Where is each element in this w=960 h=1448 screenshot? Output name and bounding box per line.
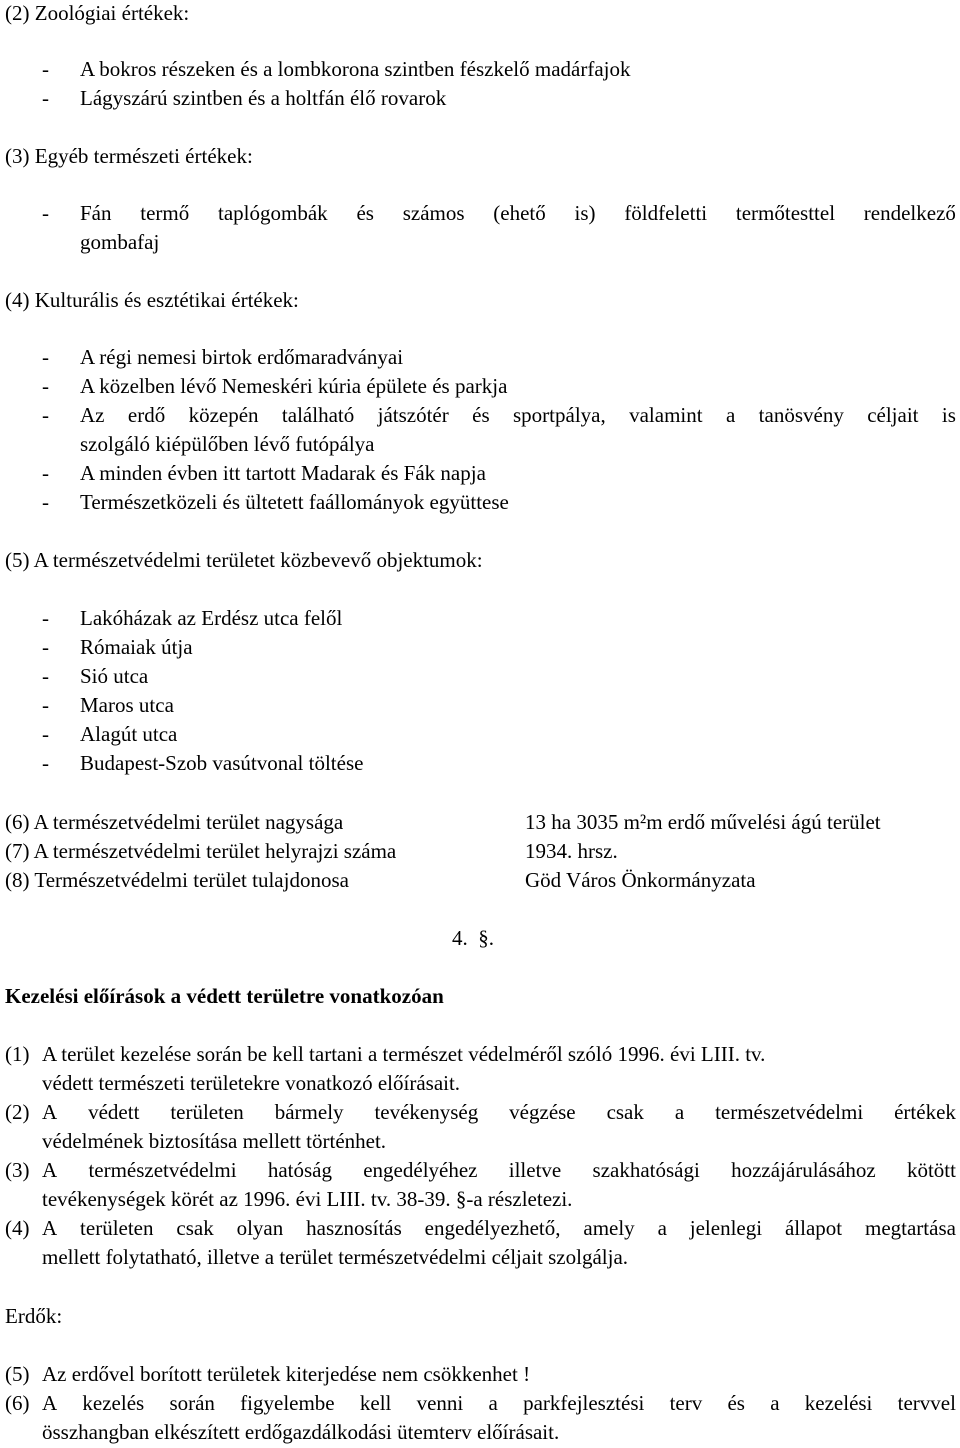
rule-text-continuation: mellett folytatható, illetve a terület természetvédelmi céljait szolgálja. bbox=[42, 1245, 629, 1269]
fact-label: (6) A természetvédelmi terület nagysága bbox=[5, 810, 344, 834]
word: A bbox=[42, 1216, 58, 1240]
rule-number: (6) bbox=[5, 1391, 30, 1415]
word: védett bbox=[88, 1100, 140, 1124]
word: tevékenység bbox=[374, 1100, 479, 1124]
section-5-heading: (5) A természetvédelmi területet közbevevő objektumok: bbox=[5, 548, 483, 572]
rule-number: (2) bbox=[5, 1100, 30, 1124]
word: A bbox=[42, 1100, 58, 1124]
word: amely bbox=[583, 1216, 635, 1240]
fact-label: (7) A természetvédelmi terület helyrajzi száma bbox=[5, 839, 397, 863]
word: értékek bbox=[894, 1100, 956, 1124]
word: A bbox=[42, 1158, 58, 1182]
fact-value: 13 ha 3035 m²m erdő művelési ágú terület bbox=[525, 810, 881, 834]
word: parkfejlesztési bbox=[523, 1391, 645, 1415]
word: engedélyéhez bbox=[363, 1158, 478, 1182]
word: számos bbox=[402, 201, 465, 225]
list-item: Természetközeli és ültetett faállományok együttese bbox=[80, 490, 509, 514]
list-item: Alagút utca bbox=[80, 722, 178, 746]
rule-text-continuation: összhangban elkészített erdőgazdálkodási ütemterv előírásait. bbox=[42, 1420, 560, 1444]
word: taplógombák bbox=[218, 201, 328, 225]
list-dash: - bbox=[42, 374, 49, 398]
rule-justified-line bbox=[42, 1100, 956, 1124]
word: a bbox=[770, 1391, 780, 1415]
word: illetve bbox=[508, 1158, 562, 1182]
rule-text-continuation: védett természeti területekre vonatkozó előírásait. bbox=[42, 1071, 461, 1095]
word: szakhatósági bbox=[592, 1158, 700, 1182]
word: A bbox=[42, 1391, 58, 1415]
fact-label: (8) Természetvédelmi terület tulajdonosa bbox=[5, 868, 349, 892]
rule-number: (3) bbox=[5, 1158, 30, 1182]
word: figyelembe bbox=[240, 1391, 335, 1415]
list-dash: - bbox=[42, 490, 49, 514]
word: bármely bbox=[274, 1100, 344, 1124]
fact-value: Göd Város Önkormányzata bbox=[525, 868, 756, 892]
rule-text: Az erdővel borított területek kiterjedése nem csökkenhet ! bbox=[42, 1362, 531, 1386]
list-dash: - bbox=[42, 635, 49, 659]
word: termő bbox=[140, 201, 190, 225]
word: is) bbox=[574, 201, 596, 225]
word: található bbox=[281, 403, 355, 427]
rule-text-continuation: védelmének biztosítása mellett történhet. bbox=[42, 1129, 387, 1153]
rule-number: (5) bbox=[5, 1362, 30, 1386]
list-item: Lágyszárú szintben és a holtfán élő rovarok bbox=[80, 86, 447, 110]
word: terv bbox=[669, 1391, 703, 1415]
list-item-continuation: szolgáló kiépülőben lévő futópálya bbox=[80, 432, 375, 456]
list-dash: - bbox=[42, 722, 49, 746]
word: és bbox=[356, 201, 374, 225]
word: erdő bbox=[127, 403, 166, 427]
list-dash: - bbox=[42, 461, 49, 485]
word: természetvédelmi bbox=[715, 1100, 864, 1124]
list-dash: - bbox=[42, 345, 49, 369]
word: hatóság bbox=[267, 1158, 332, 1182]
list-item: A minden évben itt tartott Madarak és Fák napja bbox=[80, 461, 486, 485]
word: valamint bbox=[629, 403, 703, 427]
list-item-justified-line bbox=[80, 201, 956, 225]
list-dash: - bbox=[42, 86, 49, 110]
word: közepén bbox=[188, 403, 259, 427]
word: rendelkező bbox=[863, 201, 956, 225]
word: sportpálya, bbox=[513, 403, 606, 427]
word: megtartása bbox=[864, 1216, 956, 1240]
word: kell bbox=[359, 1391, 392, 1415]
word: jelenlegi bbox=[689, 1216, 763, 1240]
word: területen bbox=[170, 1100, 244, 1124]
list-dash: - bbox=[42, 403, 49, 427]
word: játszótér bbox=[377, 403, 449, 427]
word: kötött bbox=[906, 1158, 956, 1182]
word: hozzájárulásához bbox=[731, 1158, 876, 1182]
word: természetvédelmi bbox=[88, 1158, 237, 1182]
forests-subheading: Erdők: bbox=[5, 1304, 63, 1328]
word: kezelés bbox=[82, 1391, 145, 1415]
word: is bbox=[941, 403, 956, 427]
word: a bbox=[725, 403, 736, 427]
word: csak bbox=[176, 1216, 214, 1240]
list-item: Budapest-Szob vasútvonal töltése bbox=[80, 751, 364, 775]
word: során bbox=[169, 1391, 215, 1415]
word: tervvel bbox=[897, 1391, 956, 1415]
word: végzése bbox=[509, 1100, 576, 1124]
rule-number: (4) bbox=[5, 1216, 30, 1240]
word: termőtesttel bbox=[735, 201, 836, 225]
word: Az bbox=[80, 403, 105, 427]
list-item: A régi nemesi birtok erdőmaradványai bbox=[80, 345, 404, 369]
word: céljait bbox=[867, 403, 919, 427]
word: földfeletti bbox=[624, 201, 708, 225]
rule-text: A terület kezelése során be kell tartani a természet védelméről szóló 1996. évi LIII. tv. bbox=[42, 1042, 766, 1066]
list-dash: - bbox=[42, 57, 49, 81]
word: Fán bbox=[80, 201, 112, 225]
list-item: A bokros részeken és a lombkorona szintben fészkelő madárfajok bbox=[80, 57, 631, 81]
word: engedélyezhető, bbox=[424, 1216, 561, 1240]
section-2-heading: (2) Zoológiai értékek: bbox=[5, 1, 190, 25]
section-number: 4. §. bbox=[452, 926, 494, 950]
list-dash: - bbox=[42, 664, 49, 688]
word: hasznosítás bbox=[306, 1216, 402, 1240]
list-item: Maros utca bbox=[80, 693, 174, 717]
word: kezelési bbox=[804, 1391, 873, 1415]
list-dash: - bbox=[42, 751, 49, 775]
list-dash: - bbox=[42, 606, 49, 630]
word: a bbox=[657, 1216, 667, 1240]
rule-justified-line bbox=[42, 1158, 956, 1182]
list-item: Rómaiak útja bbox=[80, 635, 193, 659]
word: állapot bbox=[784, 1216, 843, 1240]
rule-justified-line bbox=[42, 1216, 956, 1240]
rule-number: (1) bbox=[5, 1042, 30, 1066]
list-item: A közelben lévő Nemeskéri kúria épülete és parkja bbox=[80, 374, 508, 398]
word: és bbox=[472, 403, 490, 427]
section-title: Kezelési előírások a védett területre vonatkozóan bbox=[5, 984, 444, 1008]
word: területen bbox=[80, 1216, 154, 1240]
list-item: Lakóházak az Erdész utca felől bbox=[80, 606, 343, 630]
list-dash: - bbox=[42, 693, 49, 717]
word: (ehető bbox=[493, 201, 546, 225]
list-dash: - bbox=[42, 201, 49, 225]
section-4-heading: (4) Kulturális és esztétikai értékek: bbox=[5, 288, 299, 312]
word: és bbox=[727, 1391, 745, 1415]
word: venni bbox=[416, 1391, 464, 1415]
word: csak bbox=[606, 1100, 644, 1124]
rule-text-continuation: tevékenységek körét az 1996. évi LIII. tv. 38-39. §-a részletezi. bbox=[42, 1187, 573, 1211]
word: tanösvény bbox=[758, 403, 844, 427]
section-3-heading: (3) Egyéb természeti értékek: bbox=[5, 144, 253, 168]
fact-value: 1934. hrsz. bbox=[525, 839, 618, 863]
rule-justified-line bbox=[42, 1391, 956, 1415]
word: olyan bbox=[236, 1216, 284, 1240]
list-item-continuation: gombafaj bbox=[80, 230, 160, 254]
word: a bbox=[674, 1100, 685, 1124]
word: a bbox=[488, 1391, 498, 1415]
list-item: Sió utca bbox=[80, 664, 149, 688]
list-item-justified-line bbox=[80, 403, 956, 427]
